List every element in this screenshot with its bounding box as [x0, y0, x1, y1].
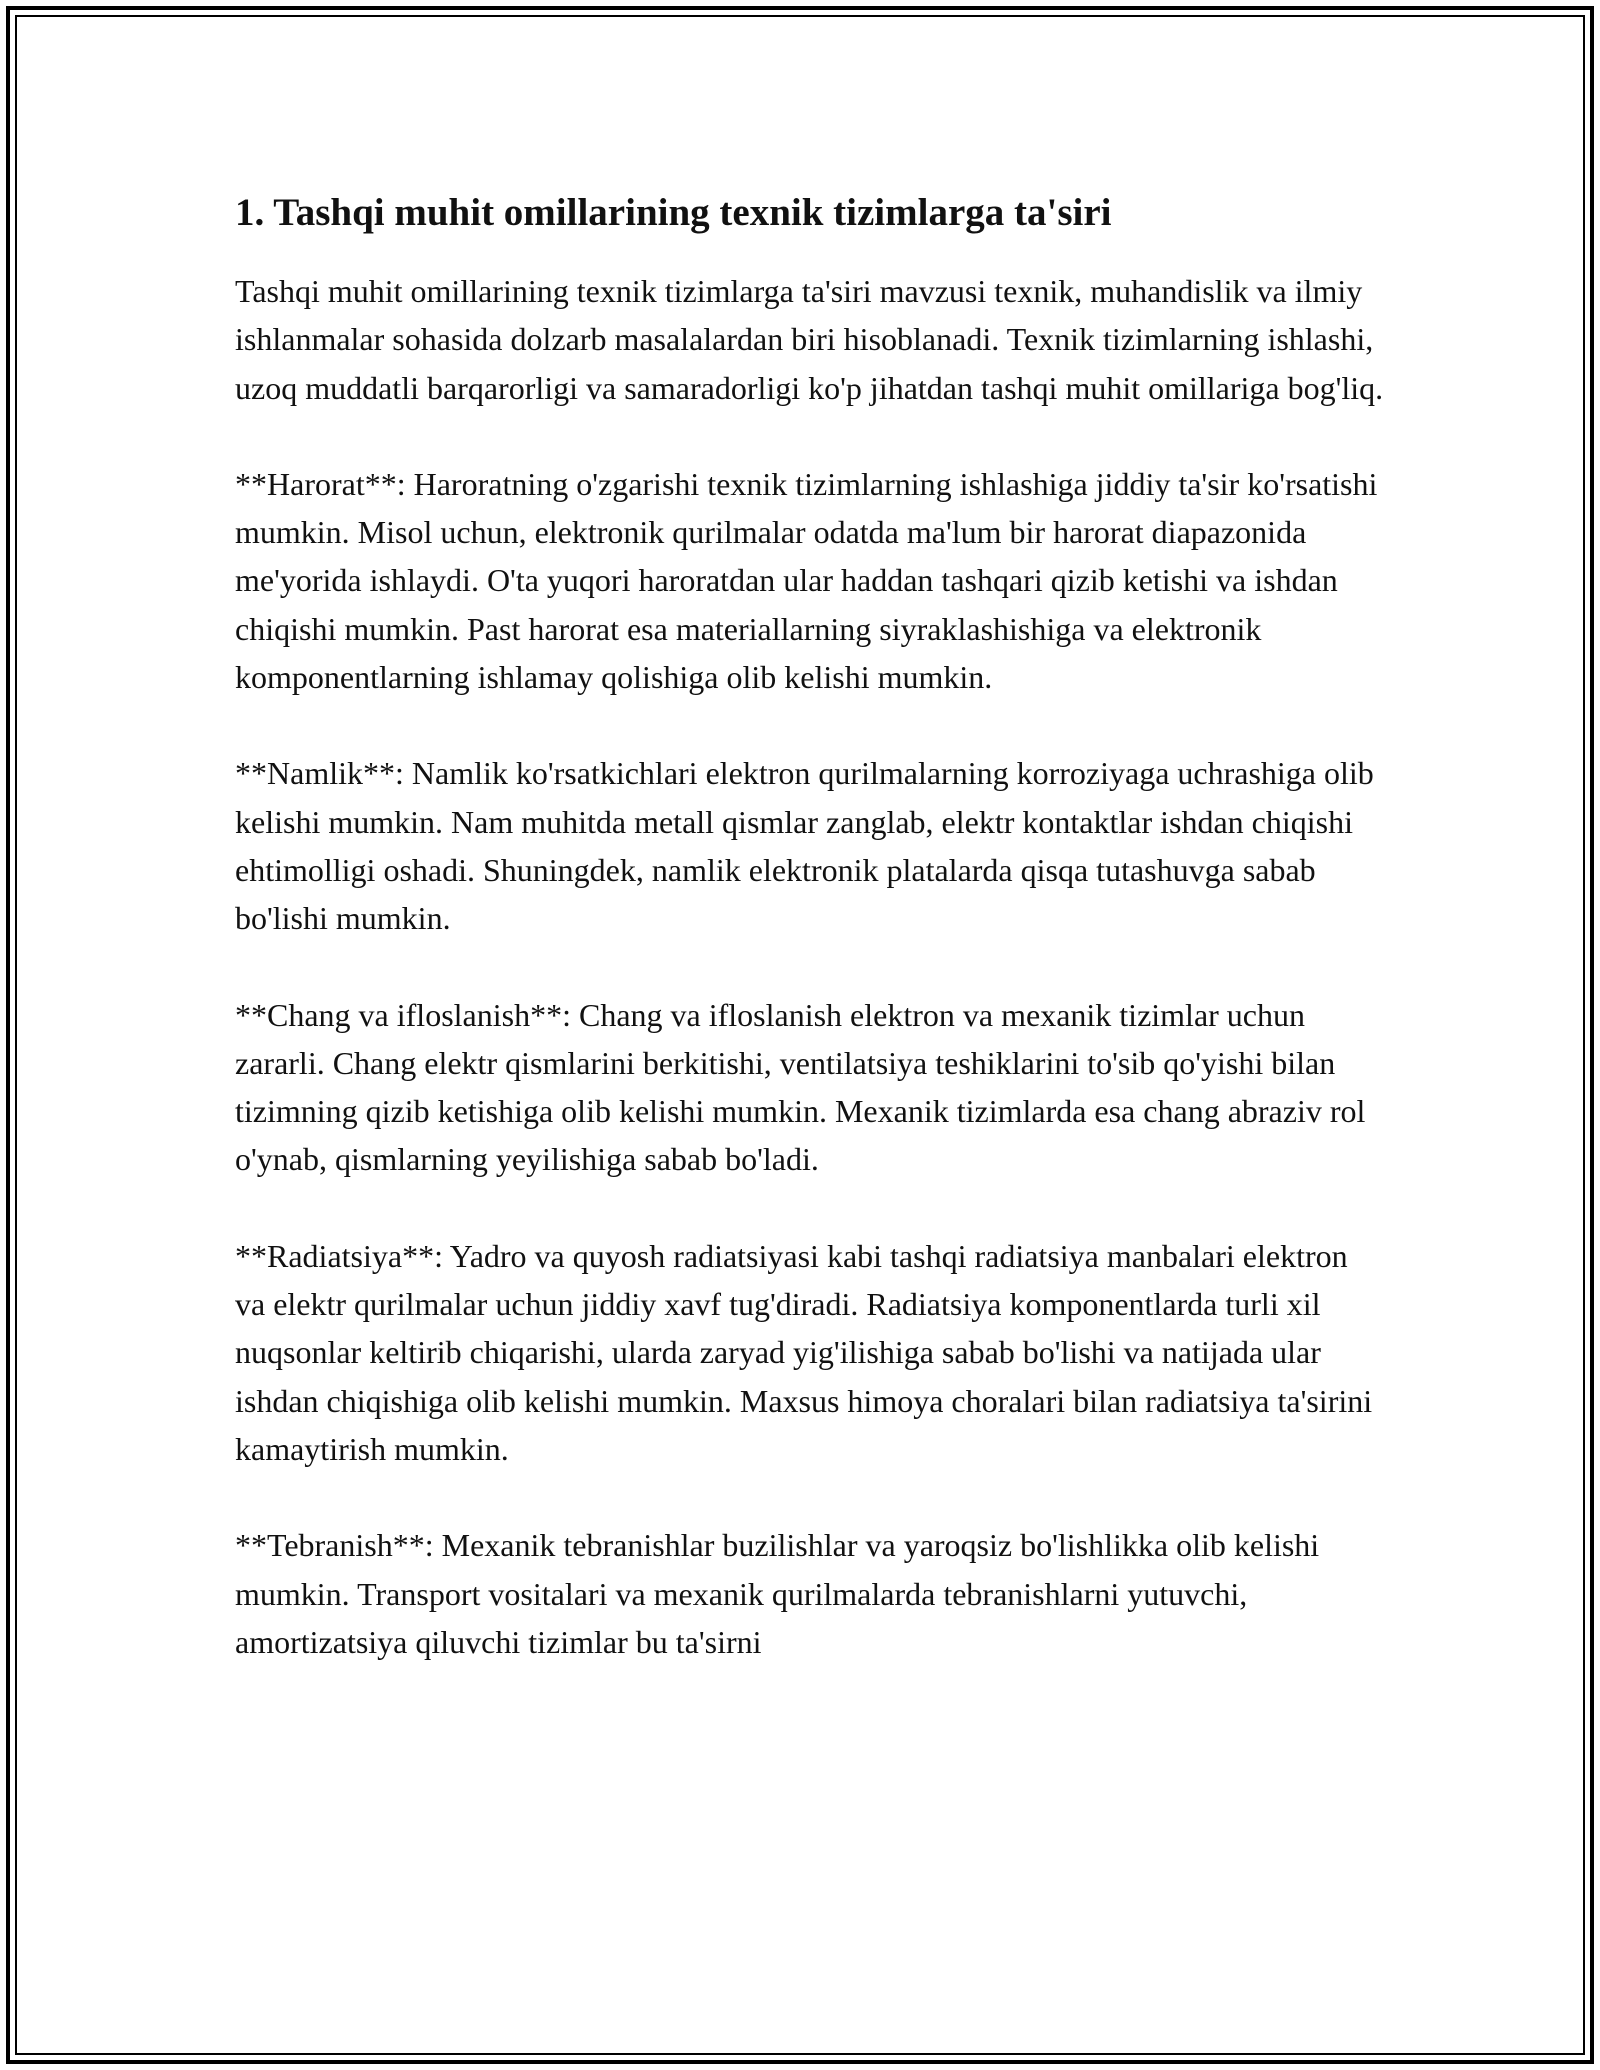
- paragraph-tebranish: **Tebranish**: Mexanik tebranishlar buzilishlar va yaroqsiz bo'lishlikka olib kelishi mumkin. Transport vositalari va mexanik qurilmalarda tebranishlarni yutuvchi, amortizatsiya qiluvchi tizimlar bu ta'sirni: [235, 1527, 1320, 1660]
- paragraph-radiatsiya: **Radiatsiya**: Yadro va quyosh radiatsiyasi kabi tashqi radiatsiya manbalari elektron va elektr qurilmalar uchun jiddiy xavf tug'diradi. Radiatsiya komponentlarda turli xil nuqsonlar keltirib chiqarishi, ularda zaryad yig'ilishiga sabab bo'lishi va natijada ular ishdan chiqishiga olib kelishi mumkin. Maxsus himoya choralari bilan radiatsiya ta'sirini kamaytirish mumkin.: [235, 1237, 1373, 1467]
- section-heading: 1. Tashqi muhit omillarining texnik tizimlarga ta'siri: [235, 191, 1112, 234]
- paragraph-intro: Tashqi muhit omillarining texnik tizimlarga ta'siri mavzusi texnik, muhandislik va ilmiy ishlanmalar sohasida dolzarb masalalardan biri hisoblanadi. Texnik tizimlarning ishlashi, uzoq muddatli barqarorligi va samaradorligi ko'p jihatdan tashqi muhit omillariga bog'liq.: [235, 273, 1384, 406]
- paragraph-harorat: **Harorat**: Haroratning o'zgarishi texnik tizimlarning ishlashiga jiddiy ta'sir ko'rsatishi mumkin. Misol uchun, elektronik qurilmalar odatda ma'lum bir harorat diapazonida me'yorida ishlaydi. O'ta yuqori haroratdan ular haddan tashqari qizib ketishi va ishdan chiqishi mumkin. Past harorat esa materiallarning siyraklashishiga va elektronik komponentlarning ishlamay qolishiga olib kelishi mumkin.: [235, 465, 1378, 696]
- paragraph-namlik: **Namlik**: Namlik ko'rsatkichlari elektron qurilmalarning korroziyaga uchrashiga olib kelishi mumkin. Nam muhitda metall qismlar zanglab, elektr kontaktlar ishdan chiqishi ehtimolligi oshadi. Shuningdek, namlik elektronik platalarda qisqa tutashuvga sabab bo'lishi mumkin.: [235, 755, 1374, 937]
- paragraph-chang: **Chang va ifloslanish**: Chang va ifloslanish elektron va mexanik tizimlar uchun zararli. Chang elektr qismlarini berkitishi, ventilatsiya teshiklarini to'sib qo'yishi bilan tizimning qizib ketishiga olib kelishi mumkin. Mexanik tizimlarda esa chang abraziv rol o'ynab, qismlarning yeyilishiga sabab bo'ladi.: [235, 996, 1366, 1178]
- document-body: [235, 185, 1385, 1666]
